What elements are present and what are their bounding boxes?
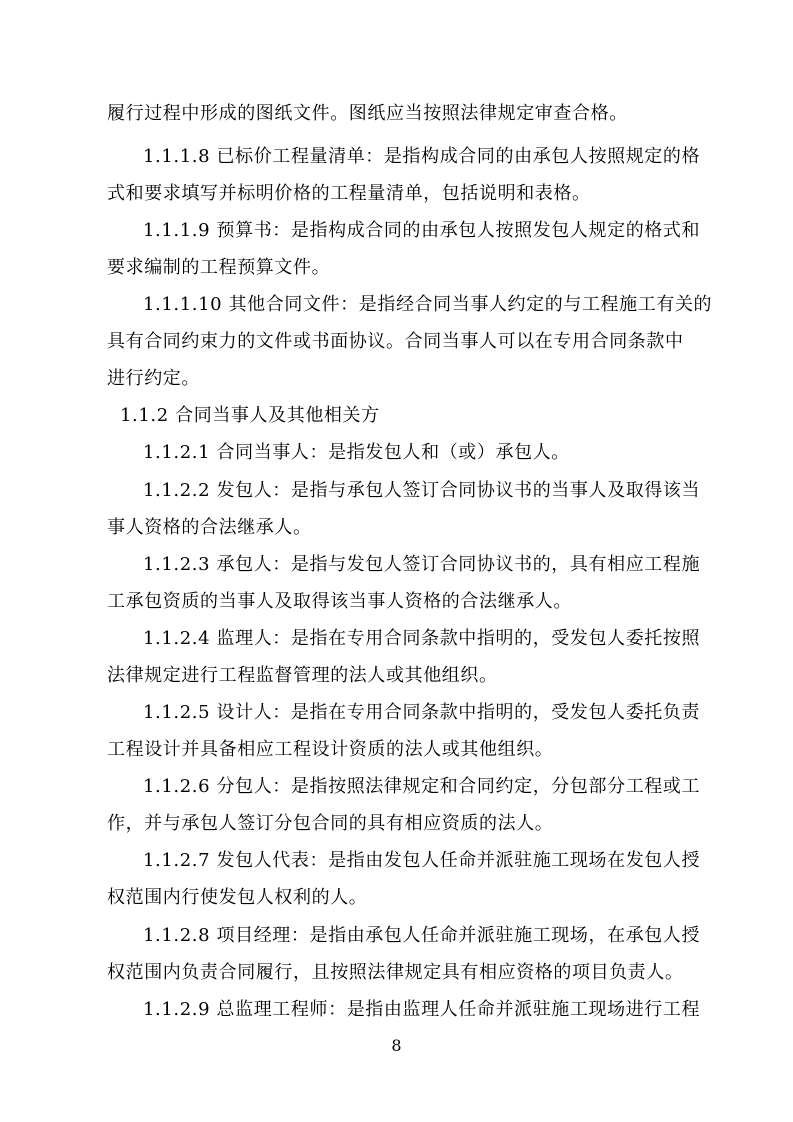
text-line: 事人资格的合法继承人。: [107, 517, 312, 538]
text-line: 1.1.2.6 分包人：是指按照法律规定和合同约定，分包部分工程或工: [143, 776, 701, 797]
text-line: 1.1.2.2 发包人：是指与承包人签订合同协议书的当事人及取得该当: [143, 480, 701, 501]
text-line: 1.1.2.8 项目经理：是指由承包人任命并派驻施工现场，在承包人授: [143, 925, 701, 946]
text-line: 1.1.2.1 合同当事人：是指发包人和（或）承包人。: [143, 442, 570, 463]
text-line: 工程设计并具备相应工程设计资质的法人或其他组织。: [107, 739, 554, 760]
section-heading: 1.1.2 合同当事人及其他相关方: [120, 405, 380, 426]
text-line: 1.1.1.9 预算书：是指构成合同的由承包人按照发包人规定的格式和: [143, 220, 701, 241]
text-line: 1.1.1.8 已标价工程量清单：是指构成合同的由承包人按照规定的格: [143, 146, 701, 167]
text-line: 权范围内负责合同履行，且按照法律规定具有相应资格的项目负责人。: [107, 962, 684, 983]
text-line: 履行过程中形成的图纸文件。图纸应当按照法律规定审查合格。: [107, 103, 628, 124]
text-line: 1.1.2.5 设计人：是指在专用合同条款中指明的，受发包人委托负责: [143, 702, 701, 723]
text-line: 权范围内行使发包人权利的人。: [107, 887, 368, 908]
text-line: 进行约定。: [107, 368, 200, 389]
text-line: 1.1.1.10 其他合同文件：是指经合同当事人约定的与工程施工有关的: [143, 294, 713, 315]
text-line: 1.1.2.7 发包人代表：是指由发包人任命并派驻施工现场在发包人授: [143, 850, 701, 871]
text-line: 1.1.2.4 监理人：是指在专用合同条款中指明的，受发包人委托按照: [143, 628, 701, 649]
text-line: 式和要求填写并标明价格的工程量清单，包括说明和表格。: [107, 183, 591, 204]
text-line: 1.1.2.3 承包人：是指与发包人签订合同协议书的，具有相应工程施: [143, 554, 701, 575]
text-line: 作，并与承包人签订分包合同的具有相应资质的法人。: [107, 813, 554, 834]
text-line: 要求编制的工程预算文件。: [107, 257, 331, 278]
text-line: 1.1.2.9 总监理工程师：是指由监理人任命并派驻施工现场进行工程: [143, 999, 701, 1020]
page-number: 8: [391, 1036, 402, 1055]
text-line: 具有合同约束力的文件或书面协议。合同当事人可以在专用合同条款中: [107, 331, 684, 352]
text-line: 法律规定进行工程监督管理的法人或其他组织。: [107, 665, 498, 686]
text-line: 工承包资质的当事人及取得该当事人资格的合法继承人。: [107, 591, 572, 612]
